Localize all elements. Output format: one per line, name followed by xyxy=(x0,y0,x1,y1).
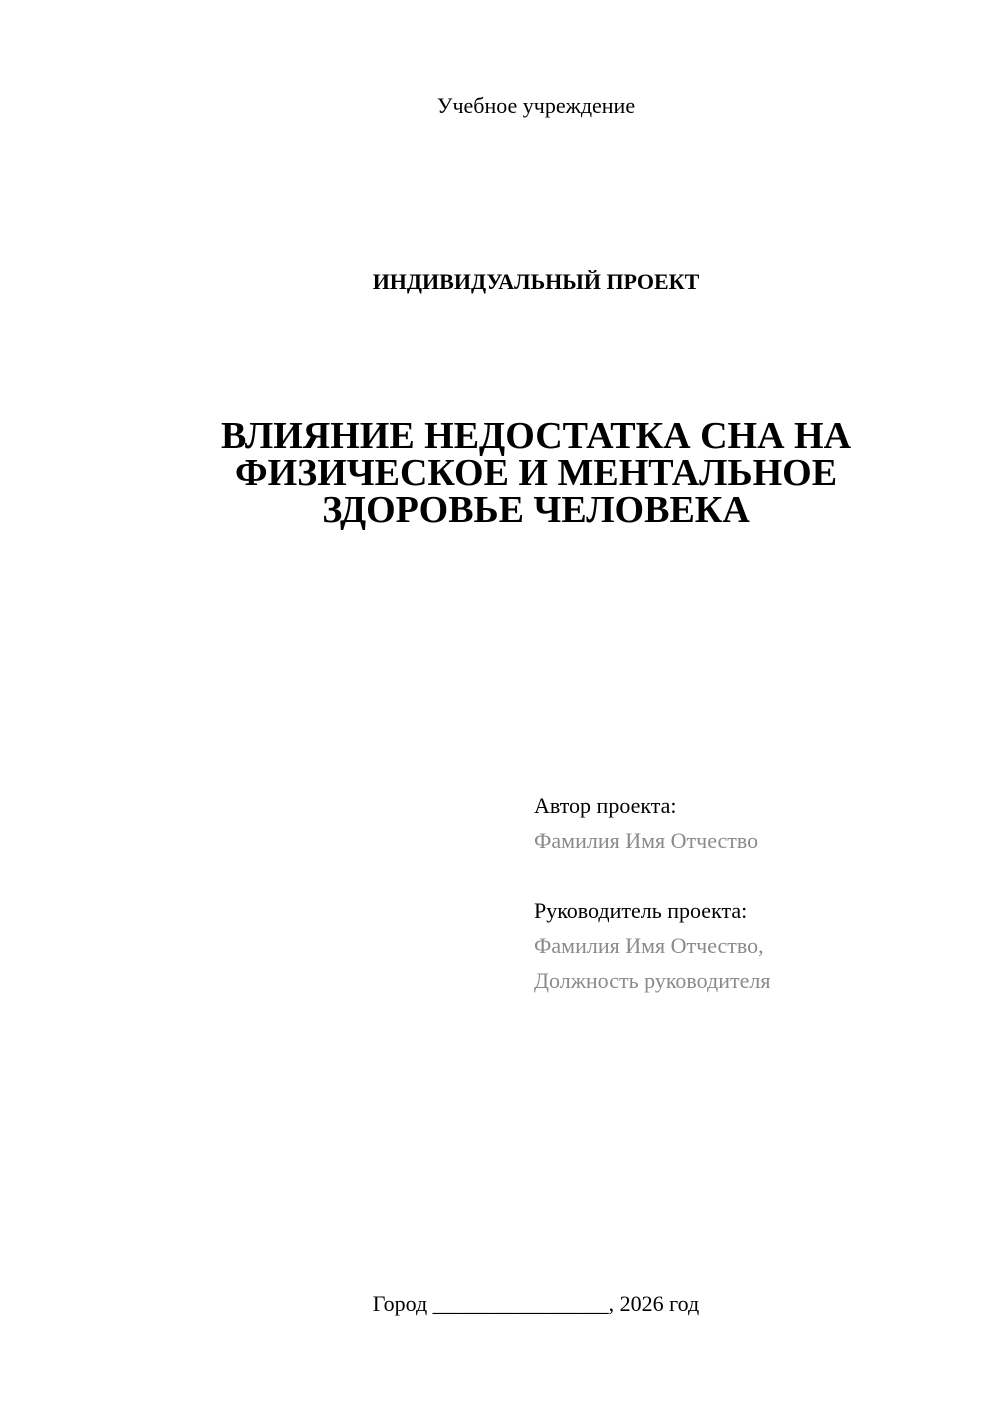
project-title xyxy=(0,415,1000,531)
project-title-line: ФИЗИЧЕСКОЕ И МЕНТАЛЬНОЕ xyxy=(234,452,838,494)
author-label: Автор проекта: xyxy=(534,793,677,818)
project-title-line: ЗДОРОВЬЕ ЧЕЛОВЕКА xyxy=(322,489,750,531)
supervisor-position: Должность руководителя xyxy=(534,968,771,993)
city-label: Город xyxy=(372,1291,428,1316)
institution-name: Учебное учреждение xyxy=(436,93,636,118)
year-text: , 2026 год xyxy=(608,1291,700,1316)
credits-block xyxy=(534,788,770,998)
city-year-line xyxy=(0,1290,1000,1318)
supervisor-name: Фамилия Имя Отчество, xyxy=(534,933,764,958)
project-title-line: ВЛИЯНИЕ НЕДОСТАТКА СНА НА xyxy=(220,415,852,457)
supervisor-label: Руководитель проекта: xyxy=(534,898,748,923)
author-name: Фамилия Имя Отчество xyxy=(534,828,759,853)
project-type-heading: ИНДИВИДУАЛЬНЫЙ ПРОЕКТ xyxy=(372,269,700,294)
credits-spacer xyxy=(534,858,770,893)
city-blank: ________________ xyxy=(432,1291,609,1316)
